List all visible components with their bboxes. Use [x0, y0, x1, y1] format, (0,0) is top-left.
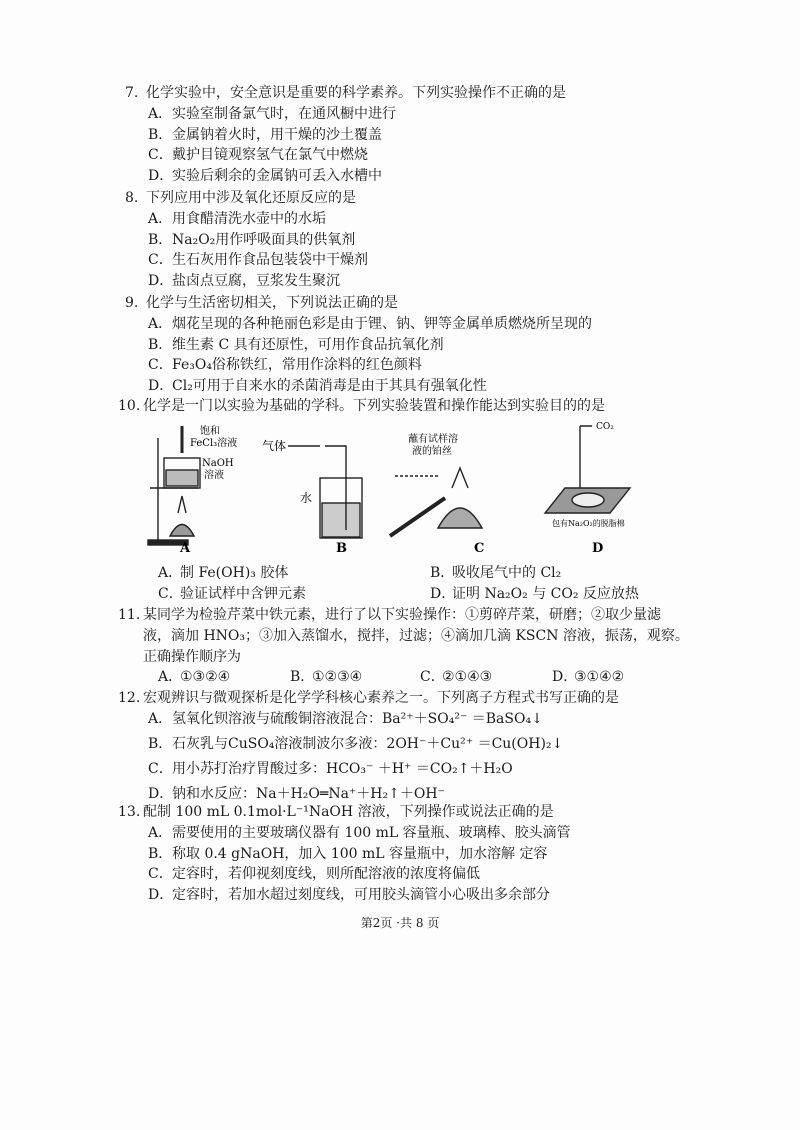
option-letter: C． — [148, 357, 173, 374]
page-footer: 第2页 ·共 8 页 — [360, 916, 440, 930]
option-letter: D． — [148, 168, 174, 185]
question-stem: 配制 100 mL 0.1mol·L⁻¹NaOH 溶液，下列操作或说法正确的是 — [143, 804, 554, 820]
option-letter: A． — [148, 710, 173, 727]
option-text: ①②③④ — [312, 669, 363, 686]
option-text: 维生素 C 具有还原性，可用作食品抗氧化剂 — [172, 336, 444, 353]
option-text: Fe₃O₄俗称铁红，常用作涂料的红色颜料 — [172, 357, 422, 374]
option-letter: A． — [148, 105, 173, 122]
option-text: 验证试样中含钾元素 — [180, 585, 306, 602]
option-text: 制 Fe(OH)₃ 胶体 — [180, 565, 289, 581]
option-letter: B． — [148, 231, 173, 248]
option-letter: B． — [290, 669, 315, 686]
option-text: 石灰乳与CuSO₄溶液制波尔多液：2OH⁻＋Cu²⁺ ＝Cu(OH)₂↓ — [172, 735, 564, 752]
question-stem: 化学与生活密切相关，下列说法正确的是 — [146, 295, 398, 311]
question-stem: 某同学为检验芹菜中铁元素，进行了以下实验操作：①剪碎芹菜，研磨；②取少量滤 — [143, 607, 661, 623]
option-letter: B． — [148, 336, 173, 353]
option-text: 戴护目镜观察氢气在氯气中燃烧 — [172, 147, 368, 164]
question-stem: 化学是一门以实验为基础的学科。下列实验装置和操作能达到实验目的的是 — [143, 398, 605, 414]
option-letter: C． — [158, 585, 183, 602]
option-letter: A． — [158, 669, 183, 686]
experiment-figure — [140, 418, 660, 558]
option-letter: B． — [148, 845, 173, 862]
d-label-co2: CO₂ — [596, 422, 614, 432]
question-stem: 宏观辨识与微观探析是化学学科核心素养之一。下列离子方程式书写正确的是 — [143, 690, 619, 706]
option-letter: B． — [148, 126, 173, 143]
option-text: 生石灰用作食品包装袋中干燥剂 — [172, 252, 368, 269]
question-number: 10. — [118, 398, 141, 414]
option-letter: A． — [148, 210, 173, 227]
question-number: 11. — [118, 607, 141, 623]
option-letter: B． — [430, 565, 455, 581]
option-text: 烟花呈现的各种艳丽色彩是由于锂、钠、钾等金属单质燃烧所呈现的 — [172, 315, 592, 332]
option-letter: C． — [148, 252, 173, 269]
option-letter: D． — [148, 785, 174, 802]
option-text: Cl₂可用于自来水的杀菌消毒是由于其具有强氧化性 — [172, 378, 487, 395]
option-letter: C． — [420, 669, 445, 686]
option-text: ②①④③ — [442, 669, 493, 686]
a-label-saturated: 饱和 — [200, 426, 220, 437]
fig-label-a: A — [180, 541, 191, 556]
question-number: 13. — [118, 804, 141, 820]
option-text: ①③②④ — [180, 669, 231, 686]
question-number: 9. — [125, 295, 139, 311]
b-label-gas: 气体 — [262, 439, 287, 453]
option-text: 需要使用的主要玻璃仪器有 100 mL 容量瓶、玻璃棒、胶头滴管 — [172, 824, 571, 841]
a-label-fecl3: FeCl₃溶液 — [190, 438, 238, 449]
option-letter: A． — [158, 565, 183, 581]
option-text: 金属钠着火时，用干燥的沙土覆盖 — [172, 126, 382, 143]
question-number: 7. — [125, 85, 139, 101]
option-text: 氢氧化钡溶液与硫酸铜溶液混合：Ba²⁺＋SO₄²⁻ ＝BaSO₄↓ — [172, 710, 543, 727]
option-text: 吸收尾气中的 Cl₂ — [452, 565, 562, 581]
a-label-solution: 溶液 — [204, 470, 224, 481]
option-text: 定容时，若加水超过刻度线，可用胶头滴管小心吸出多余部分 — [172, 887, 550, 904]
option-letter: D． — [552, 669, 578, 686]
option-text: 实验后剩余的金属钠可丢入水槽中 — [172, 168, 382, 185]
option-text: 定容时，若仰视刻度线，则所配溶液的浓度将偏低 — [172, 866, 480, 883]
a-label-naoh: NaOH — [202, 458, 234, 469]
apparatus-diagram — [140, 418, 660, 558]
option-text: 盐卤点豆腐，豆浆发生聚沉 — [172, 273, 340, 290]
fig-label-b: B — [336, 541, 347, 556]
option-text: 实验室制备氯气时，在通风橱中进行 — [172, 105, 396, 122]
option-letter: A． — [148, 824, 173, 841]
option-letter: A． — [148, 315, 173, 332]
option-text: 用食醋清洗水壶中的水垢 — [172, 210, 326, 227]
fig-label-d: D — [592, 541, 604, 556]
option-letter: C． — [148, 760, 173, 777]
option-text: 用小苏打治疗胃酸过多：HCO₃⁻ ＋H⁺ ＝CO₂↑＋H₂O — [172, 760, 513, 777]
c-label-2: 液的铂丝 — [412, 446, 452, 457]
question-number: 8. — [125, 190, 139, 206]
option-text: 证明 Na₂O₂ 与 CO₂ 反应放热 — [452, 585, 639, 602]
b-label-water: 水 — [300, 491, 313, 505]
option-letter: D． — [148, 887, 174, 904]
question-stem: 正确操作顺序为 — [143, 648, 241, 665]
option-letter: B． — [148, 735, 173, 752]
option-text: Na₂O₂用作呼吸面具的供氧剂 — [172, 231, 356, 248]
c-label-1: 蘸有试样溶 — [408, 434, 458, 445]
option-letter: D． — [148, 378, 174, 395]
question-stem: 液，滴加 HNO₃；③加入蒸馏水，搅拌，过滤；④滴加几滴 KSCN 溶液，振荡，观察。 — [143, 627, 689, 644]
d-label-cotton: 包有Na₂O₂的脱脂棉 — [552, 519, 625, 528]
question-number: 12. — [118, 690, 141, 706]
question-stem: 化学实验中，安全意识是重要的科学素养。下列实验操作不正确的是 — [146, 85, 566, 101]
option-text: 钠和水反应：Na＋H₂O═Na⁺＋H₂↑＋OH⁻ — [172, 785, 445, 802]
option-letter: C． — [148, 866, 173, 883]
option-text: ③①④② — [574, 669, 625, 686]
question-stem: 下列应用中涉及氧化还原反应的是 — [146, 190, 356, 206]
option-letter: D． — [148, 273, 174, 290]
fig-label-c: C — [474, 541, 485, 556]
option-letter: D． — [430, 585, 456, 602]
option-text: 称取 0.4 gNaOH，加入 100 mL 容量瓶中，加水溶解 定容 — [172, 845, 548, 862]
option-letter: C． — [148, 147, 173, 164]
